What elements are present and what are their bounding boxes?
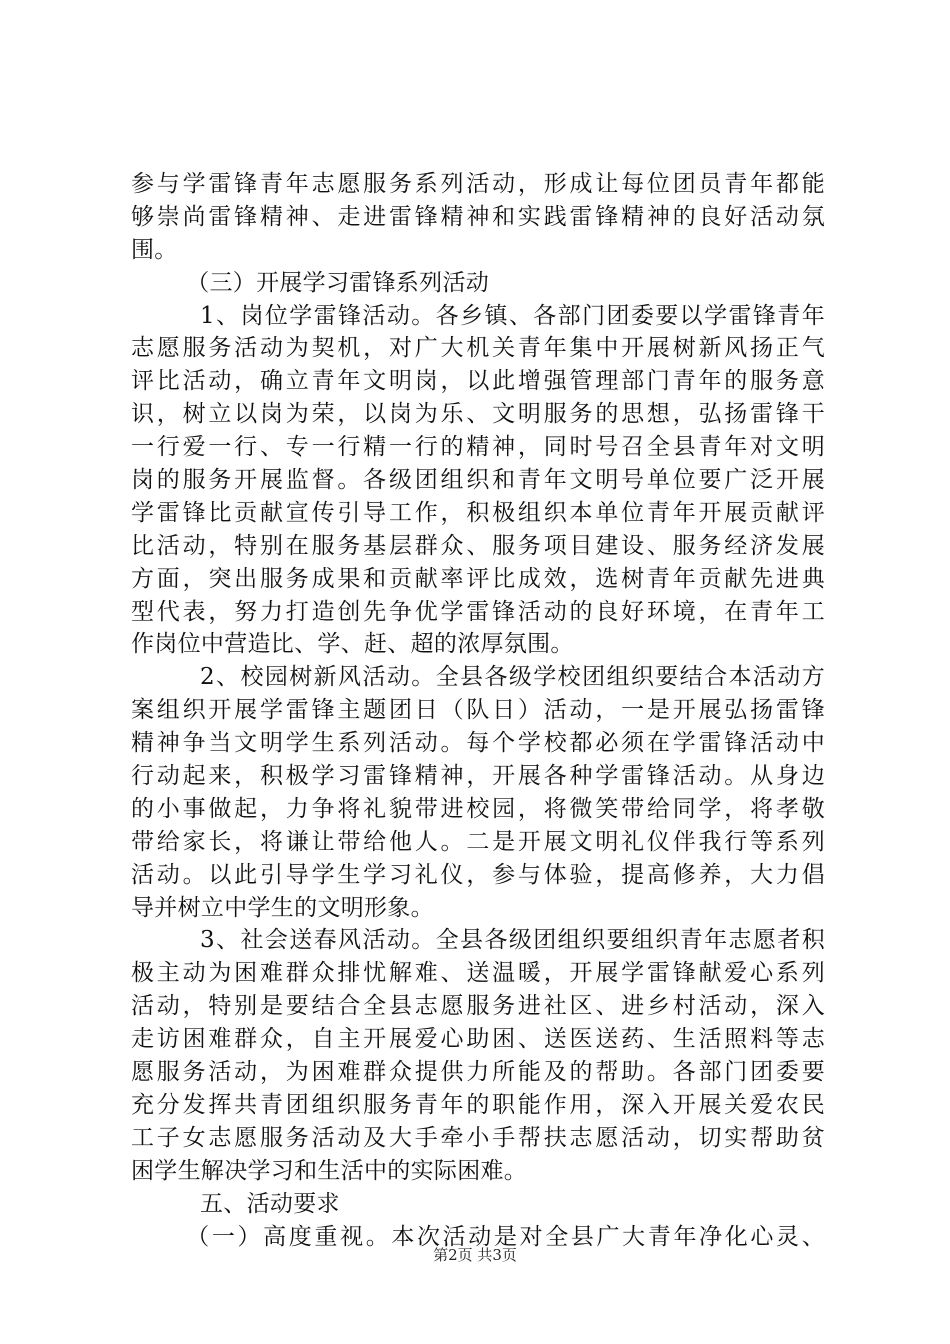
text-line: 活动，特别是要结合全县志愿服务进社区、进乡村活动，深入: [131, 993, 825, 1020]
text-line: 五、活动要求: [200, 1190, 340, 1217]
text-line: 识，树立以岗为荣，以岗为乐、文明服务的思想，弘扬雷锋干: [131, 401, 825, 428]
text-line: 行动起来，积极学习雷锋精神，开展各种学雷锋活动。从身边: [131, 763, 825, 790]
text-line: 方面，突出服务成果和贡献率评比成效，选树青年贡献先进典: [131, 565, 825, 592]
text-line: （三）开展学习雷锋系列活动: [186, 269, 490, 296]
text-line: 案组织开展学雷锋主题团日（队日）活动，一是开展弘扬雷锋: [131, 697, 825, 724]
text-line: （一）高度重视。本次活动是对全县广大青年净化心灵、: [186, 1223, 825, 1250]
text-line: 岗的服务开展监督。各级团组织和青年文明号单位要广泛开展: [131, 467, 825, 494]
text-line: 一行爱一行、专一行精一行的精神，同时号召全县青年对文明: [131, 434, 825, 461]
text-line: 带给家长，将谦让带给他人。二是开展文明礼仪伴我行等系列: [131, 828, 825, 855]
text-line: 精神争当文明学生系列活动。每个学校都必须在学雷锋活动中: [131, 730, 825, 757]
document-body: [131, 168, 825, 1253]
text-line: 工子女志愿服务活动及大手牵小手帮扶志愿活动，切实帮助贫: [131, 1124, 825, 1151]
text-line: 学雷锋比贡献宣传引导工作，积极组织本单位青年开展贡献评: [131, 499, 825, 526]
text-line: 作岗位中营造比、学、赶、超的浓厚氛围。: [131, 631, 574, 658]
text-line: 充分发挥共青团组织服务青年的职能作用，深入开展关爱农民: [131, 1091, 825, 1118]
text-line: 困学生解决学习和生活中的实际困难。: [131, 1157, 528, 1184]
text-line: 围。: [131, 236, 178, 263]
page-footer: 第2页 共3页: [433, 1246, 517, 1264]
text-line: 走访困难群众，自主开展爱心助困、送医送药、生活照料等志: [131, 1026, 825, 1053]
text-line: 1、岗位学雷锋活动。各乡镇、各部门团委要以学雷锋青年: [200, 302, 825, 329]
text-line: 志愿服务活动为契机，对广大机关青年集中开展树新风扬正气: [131, 335, 825, 362]
text-line: 3、社会送春风活动。全县各级团组织要组织青年志愿者积: [200, 927, 825, 954]
text-line: 比活动，特别在服务基层群众、服务项目建设、服务经济发展: [131, 532, 825, 559]
text-line: 的小事做起，力争将礼貌带进校园，将微笑带给同学，将孝敬: [131, 795, 825, 822]
text-line: 活动。以此引导学生学习礼仪，参与体验，提高修养，大力倡: [131, 861, 825, 888]
text-line: 极主动为困难群众排忧解难、送温暖，开展学雷锋献爱心系列: [131, 960, 825, 987]
text-line: 型代表，努力打造创先争优学雷锋活动的良好环境，在青年工: [131, 598, 825, 625]
text-line: 评比活动，确立青年文明岗，以此增强管理部门青年的服务意: [131, 368, 825, 395]
text-line: 够崇尚雷锋精神、走进雷锋精神和实践雷锋精神的良好活动氛: [131, 203, 825, 230]
text-line: 导并树立中学生的文明形象。: [131, 894, 434, 921]
text-line: 2、校园树新风活动。全县各级学校团组织要结合本活动方: [200, 664, 825, 691]
text-line: 愿服务活动，为困难群众提供力所能及的帮助。各部门团委要: [131, 1059, 825, 1086]
text-line: 参与学雷锋青年志愿服务系列活动，形成让每位团员青年都能: [131, 171, 825, 197]
